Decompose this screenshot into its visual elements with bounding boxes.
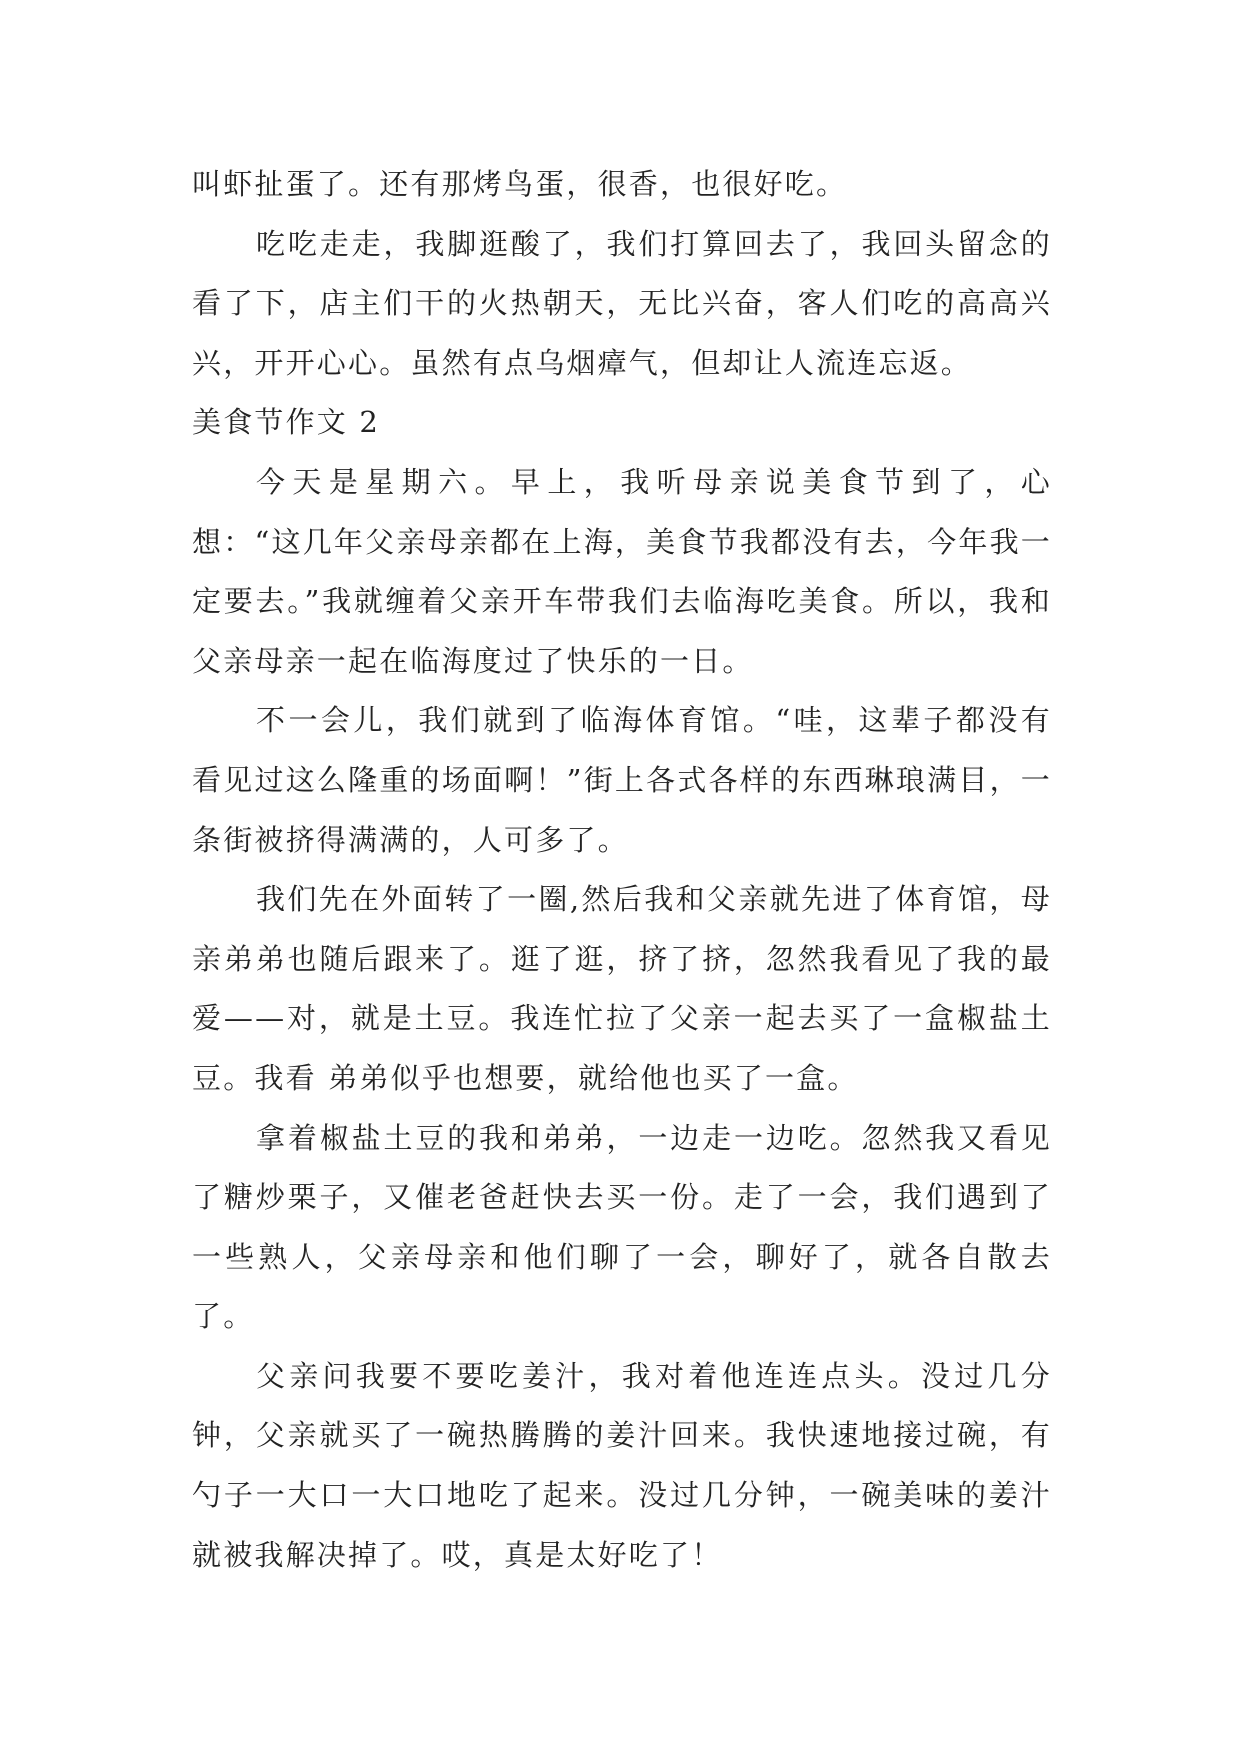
- paragraph-continued: 叫虾扯蛋了。还有那烤鸟蛋，很香，也很好吃。: [192, 167, 848, 201]
- paragraph-gymnasium: 不一会儿，我们就到了临海体育馆。“哇，这辈子都没有看见过这么隆重的场面啊！”街上各式各样的东西琳琅满目，一条街被挤得满满的，人可多了。: [192, 703, 1052, 857]
- paragraph-ginger-juice: 父亲问我要不要吃姜汁，我对着他连连点头。没过几分钟，父亲就买了一碗热腾腾的姜汁回来。我快速地接过碗，有勺子一大口一大口地吃了起来。没过几分钟，一碗美味的姜汁就被我解决掉了。哎，真是太好吃了！: [192, 1358, 1052, 1572]
- paragraph-chestnuts: 拿着椒盐土豆的我和弟弟，一边走一边吃。忽然我又看见了糖炒栗子，又催老爸赶快去买一份。走了一会，我们遇到了一些熟人，父亲母亲和他们聊了一会，聊好了，就各自散去了。: [192, 1120, 1052, 1334]
- document-body: [192, 155, 1052, 1585]
- paragraph-leaving: 吃吃走走，我脚逛酸了，我们打算回去了，我回头留念的看了下，店主们干的火热朝天，无比兴奋，客人们吃的高高兴兴，开开心心。虽然有点乌烟瘴气，但却让人流连忘返。: [192, 226, 1052, 380]
- paragraph-potatoes: 我们先在外面转了一圈,然后我和父亲就先进了体育馆，母亲弟弟也随后跟来了。逛了逛，挤了挤，忽然我看见了我的最爱——对，就是土豆。我连忙拉了父亲一起去买了一盒椒盐土豆。我看 弟弟似乎也想要，就给他也买了一盒。: [192, 882, 1052, 1095]
- essay-heading: 美食节作文 2: [192, 405, 381, 440]
- paragraph-saturday: 今天是星期六。早上，我听母亲说美食节到了，心想：“这几年父亲母亲都在上海，美食节我都没有去，今年我一定要去。”我就缠着父亲开车带我们去临海吃美食。所以，我和父亲母亲一起在临海度过了快乐的一日。: [192, 464, 1052, 678]
